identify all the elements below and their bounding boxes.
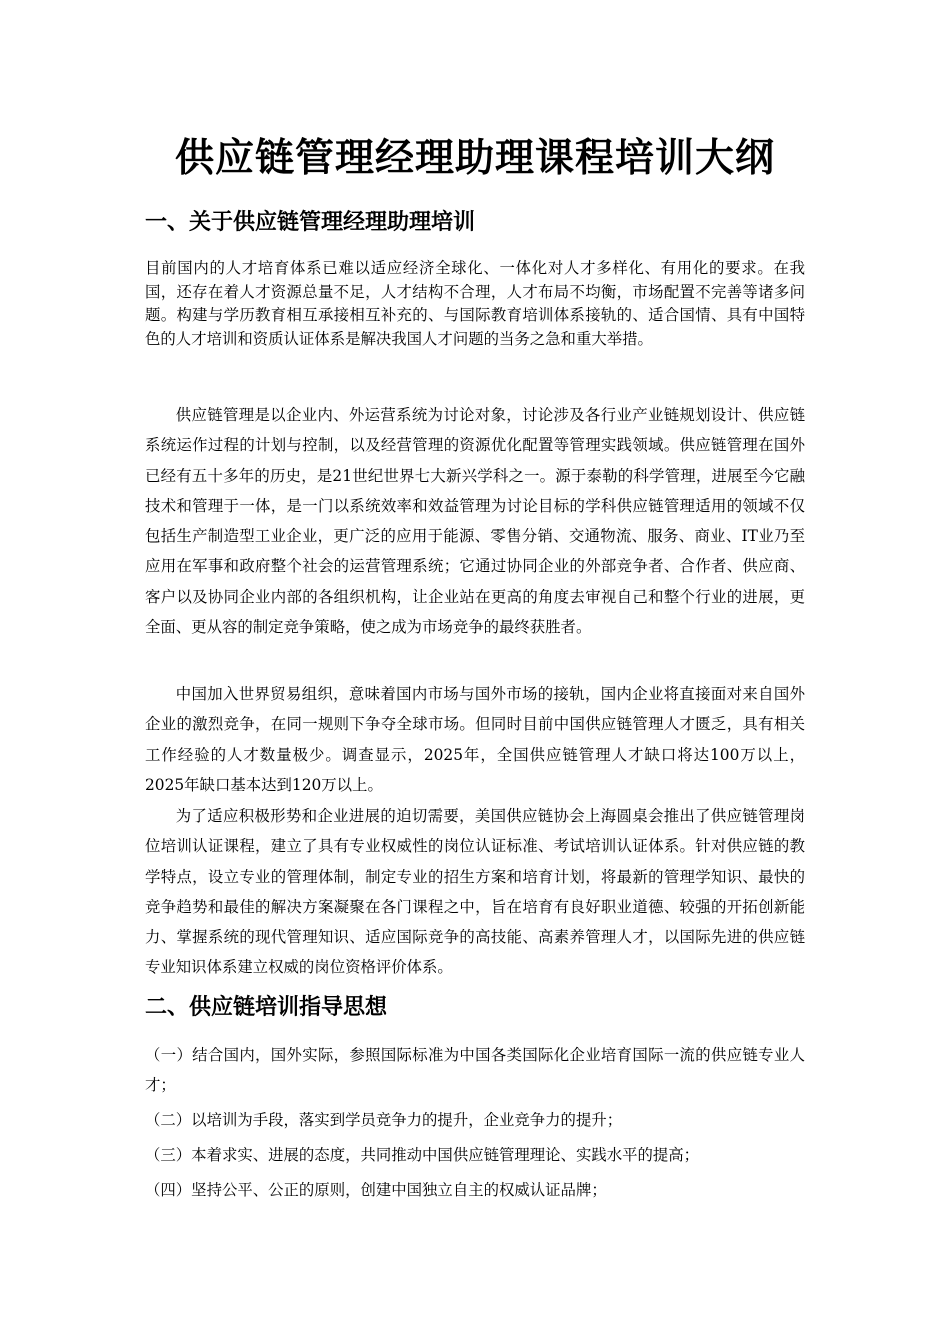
paragraph-wto-talent-gap: 中国加入世界贸易组织，意味着国内市场与国外市场的接轨，国内企业将直接面对来自国外企业的激烈竞争，在同一规则下争夺全球市场。但同时目前中国供应链管理人才匮乏，具有相关工作经验的人才数量极少。调查显示，2025年，全国供应链管理人才缺口将达100万以上，2025年缺口基本达到120万以上。 — [145, 685, 805, 794]
list-item: （一）结合国内，国外实际，参照国际标准为中国各类国际化企业培育国际一流的供应链专业人才； — [145, 1046, 805, 1094]
section-heading-about-training: 一、关于供应链管理经理助理培训 — [145, 209, 476, 235]
paragraph-scm-definition: 供应链管理是以企业内、外运营系统为讨论对象，讨论涉及各行业产业链规划设计、供应链系统运作过程的计划与控制，以及经营管理的资源优化配置等管理实践领域。供应链管理在国外已经有五十多年的历史，是21世纪世界七大新兴学科之一。源于泰勒的科学管理，进展至今它融技术和管理于一体，是一门以系统效率和效益管理为讨论目标的学科供应链管理适用的领域不仅包括生产制造型工业企业，更广泛的应用于能源、零售分销、交通物流、服务、商业、IT业乃至应用在军事和政府整个社会的运营管理系统；它通过协同企业的外部竞争者、合作者、供应商、客户以及协同企业内部的各组织机构，让企业站在更高的角度去审视自己和整个行业的进展，更全面、更从容的制定竞争策略，使之成为市场竞争的最终获胜者。 — [145, 406, 805, 637]
document-title: 供应链管理经理助理课程培训大纲 — [174, 135, 775, 181]
list-item: （四）坚持公平、公正的原则，创建中国独立自主的权威认证品牌； — [145, 1181, 607, 1199]
list-item: （三）本着求实、进展的态度，共同推动中国供应链管理理论、实践水平的提高； — [145, 1146, 700, 1164]
paragraph-talent-system: 目前国内的人才培育体系已难以适应经济全球化、一体化对人才多样化、有用化的要求。在我国，还存在着人才资源总量不足，人才结构不合理，人才布局不均衡，市场配置不完善等诸多问题。构建与学历教育相互承接相互补充的、与国际教育培训体系接轨的、适合国情、具有中国特色的人才培训和资质认证体系是解决我国人才问题的当务之急和重大举措。 — [145, 259, 805, 348]
section-heading-guiding-ideas: 二、供应链培训指导思想 — [145, 994, 388, 1020]
paragraph-certification-course: 为了适应积极形势和企业进展的迫切需要，美国供应链协会上海圆桌会推出了供应链管理岗位培训认证课程，建立了具有专业权威性的岗位认证标准、考试培训认证体系。针对供应链的教学特点，设立专业的管理体制，制定专业的招生方案和培育计划，将最新的管理学知识、最快的竞争趋势和最佳的解决方案凝聚在各门课程之中，旨在培育有良好职业道德、较强的开拓创新能力、掌握系统的现代管理知识、适应国际竞争的高技能、高素养管理人才，以国际先进的供应链专业知识体系建立权威的岗位资格评价体系。 — [145, 807, 805, 977]
list-item: （二）以培训为手段，落实到学员竞争力的提升，企业竞争力的提升； — [145, 1111, 623, 1129]
